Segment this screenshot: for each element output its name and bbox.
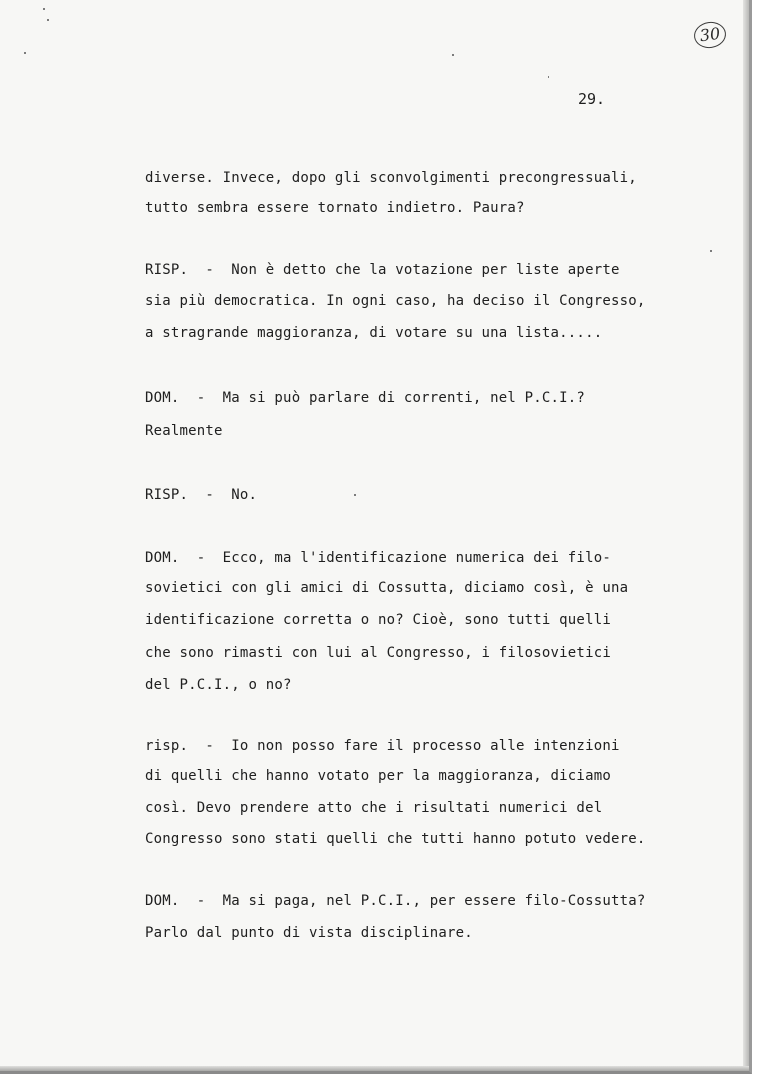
text-line: DOM. - Ma si paga, nel P.C.I., per essere filo-Cossutta? <box>145 893 646 909</box>
text-line: DOM. - Ma si può parlare di correnti, nel P.C.I.? <box>145 390 586 406</box>
text-line: che sono rimasti con lui al Congresso, i filosovietici <box>145 645 611 661</box>
scan-speck <box>710 250 712 252</box>
text-line: diverse. Invece, dopo gli sconvolgimenti precongressuali, <box>145 170 637 186</box>
folio-stamp: 30 <box>692 20 727 50</box>
scan-speck <box>24 52 26 54</box>
text-line: Realmente <box>145 423 223 439</box>
text-line: RISP. - No. <box>145 487 258 503</box>
scan-edge-bottom <box>0 1066 749 1071</box>
text-line: identificazione corretta o no? Cioè, sono tutti quelli <box>145 612 611 628</box>
text-line: sovietici con gli amici di Cossutta, diciamo così, è una <box>145 580 629 596</box>
scan-speck <box>43 8 45 10</box>
text-line: risp. - Io non posso fare il processo alle intenzioni <box>145 738 620 754</box>
scan-speck <box>548 76 549 78</box>
text-line: del P.C.I., o no? <box>145 677 292 693</box>
scan-speck <box>452 54 454 56</box>
text-line: Congresso sono stati quelli che tutti hanno potuto vedere. <box>145 831 646 847</box>
text-line: sia più democratica. In ogni caso, ha deciso il Congresso, <box>145 293 646 309</box>
text-line: di quelli che hanno votato per la maggioranza, diciamo <box>145 768 611 784</box>
text-line: RISP. - Non è detto che la votazione per liste aperte <box>145 262 620 278</box>
page-number: 29. <box>578 90 606 108</box>
text-line: a stragrande maggioranza, di votare su una lista..... <box>145 325 603 341</box>
text-line: DOM. - Ecco, ma l'identificazione numerica dei filo- <box>145 550 611 566</box>
text-line: tutto sembra essere tornato indietro. Paura? <box>145 200 525 216</box>
scan-speck <box>47 19 49 21</box>
text-line: Parlo dal punto di vista disciplinare. <box>145 925 473 941</box>
text-line: così. Devo prendere atto che i risultati numerici del <box>145 800 603 816</box>
scan-edge-right <box>743 0 749 1071</box>
scan-speck <box>354 494 356 496</box>
